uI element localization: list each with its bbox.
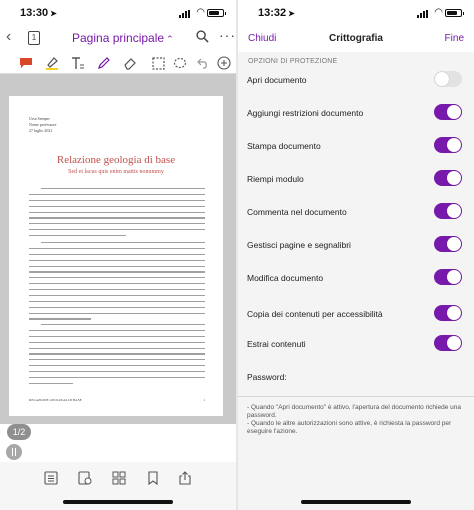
back-icon[interactable]: ‹: [6, 28, 12, 45]
toggle-switch[interactable]: [434, 71, 462, 87]
text-icon[interactable]: [70, 55, 86, 71]
body-paragraph: [29, 188, 205, 241]
option-label: Modifica documento: [247, 273, 324, 283]
divider: [238, 396, 474, 397]
option-row-restrizioni[interactable]: [238, 101, 474, 127]
battery-icon: [207, 9, 224, 17]
bottom-toolbar: [0, 462, 236, 510]
status-time: 13:30 ➤: [20, 7, 57, 19]
professor-name: Nome professore: [29, 122, 57, 127]
undo-icon[interactable]: [195, 55, 211, 71]
left-screen: [0, 0, 236, 510]
option-row-modulo[interactable]: [238, 167, 474, 193]
view-page-icon[interactable]: [78, 471, 92, 485]
body-paragraph: [29, 242, 205, 324]
toggle-switch[interactable]: [434, 269, 462, 285]
toggle-switch[interactable]: [434, 137, 462, 153]
help-notes: [247, 404, 464, 436]
option-label: Commenta nel documento: [247, 207, 347, 217]
help-note: - Quando le altre autorizzazioni sono attive, è richiesta la password per eseguire l'azione.: [247, 420, 452, 435]
body-paragraph: [29, 324, 205, 389]
option-row-gestisci[interactable]: [238, 233, 474, 259]
sheet-title: Crittografia: [329, 33, 383, 44]
footer-page-number: 1: [203, 398, 205, 402]
option-row-copia[interactable]: [238, 302, 474, 328]
option-row-modifica[interactable]: [238, 266, 474, 292]
author-block: [29, 116, 56, 134]
document-heading: Relazione geologia di base: [56, 154, 176, 166]
signal-icon: [179, 10, 192, 18]
highlighter-icon[interactable]: [44, 55, 60, 71]
wifi-icon: ◠: [434, 7, 443, 18]
select-icon[interactable]: [150, 55, 166, 71]
home-indicator: [301, 500, 411, 504]
option-row-apri-documento[interactable]: [238, 68, 474, 94]
option-label: Estrai contenuti: [247, 339, 306, 349]
option-label: Stampa documento: [247, 141, 321, 151]
annotation-toolbar: [0, 52, 236, 74]
share-icon[interactable]: [178, 471, 192, 485]
sheet-header: [238, 26, 474, 52]
draw-icon[interactable]: [96, 55, 112, 71]
toggle-switch[interactable]: [434, 305, 462, 321]
toggle-switch[interactable]: [434, 335, 462, 351]
signal-icon: [417, 10, 430, 18]
option-row-stampa[interactable]: [238, 134, 474, 160]
option-label: Riempi modulo: [247, 174, 304, 184]
status-bar: [0, 0, 236, 26]
option-label: Apri documento: [247, 75, 307, 85]
notebook-title[interactable]: Pagina principale ⌃: [72, 31, 174, 45]
list-icon[interactable]: [44, 471, 58, 485]
chevron-updown-icon: ⌃: [166, 34, 174, 44]
status-bar: [238, 0, 474, 26]
lasso-icon[interactable]: [172, 55, 188, 71]
home-indicator: [63, 500, 173, 504]
page-footer: [29, 398, 205, 402]
search-icon[interactable]: [196, 30, 209, 43]
comment-icon[interactable]: [18, 55, 34, 71]
more-icon[interactable]: ···: [219, 27, 236, 43]
option-label: Aggiungi restrizioni documento: [247, 108, 364, 118]
section-title: OPZIONI DI PROTEZIONE: [248, 58, 338, 65]
password-field[interactable]: Password:: [247, 372, 287, 382]
document-subheading: Sed et lacus quis enim mattis nonummy: [68, 169, 164, 175]
help-note: - Quando "Apri documento" è attivo, l'apertura del documento richiede una password.: [247, 404, 461, 419]
eraser-icon[interactable]: [122, 55, 138, 71]
toggle-switch[interactable]: [434, 170, 462, 186]
document-page[interactable]: [9, 96, 223, 416]
document-view[interactable]: [0, 74, 236, 424]
grid-icon[interactable]: [112, 471, 126, 485]
option-label: Gestisci pagine e segnalibri: [247, 240, 351, 250]
app-header: [0, 26, 236, 52]
option-row-estrai[interactable]: [238, 332, 474, 358]
toggle-switch[interactable]: [434, 104, 462, 120]
wifi-icon: ◠: [196, 7, 205, 18]
battery-icon: [445, 9, 462, 17]
close-button[interactable]: Chiudi: [248, 33, 277, 44]
right-screen: [238, 0, 474, 510]
page-counter: 1/2: [7, 424, 31, 440]
option-label: Copia dei contenuti per accessibilità: [247, 309, 383, 319]
scroll-thumb-icon[interactable]: [6, 444, 22, 460]
status-time: 13:32 ➤: [258, 7, 295, 19]
option-row-commenta[interactable]: [238, 200, 474, 226]
pages-icon[interactable]: 1: [28, 31, 40, 45]
done-button[interactable]: Fine: [444, 33, 464, 44]
author-name: Ursa Semper: [29, 116, 50, 121]
toggle-switch[interactable]: [434, 236, 462, 252]
document-date: 27 luglio 2021: [29, 128, 53, 133]
bookmark-icon[interactable]: [146, 471, 160, 485]
footer-title: RELAZIONE GEOLOGIA DI BASE: [29, 398, 82, 402]
toggle-switch[interactable]: [434, 203, 462, 219]
add-icon[interactable]: [216, 55, 232, 71]
